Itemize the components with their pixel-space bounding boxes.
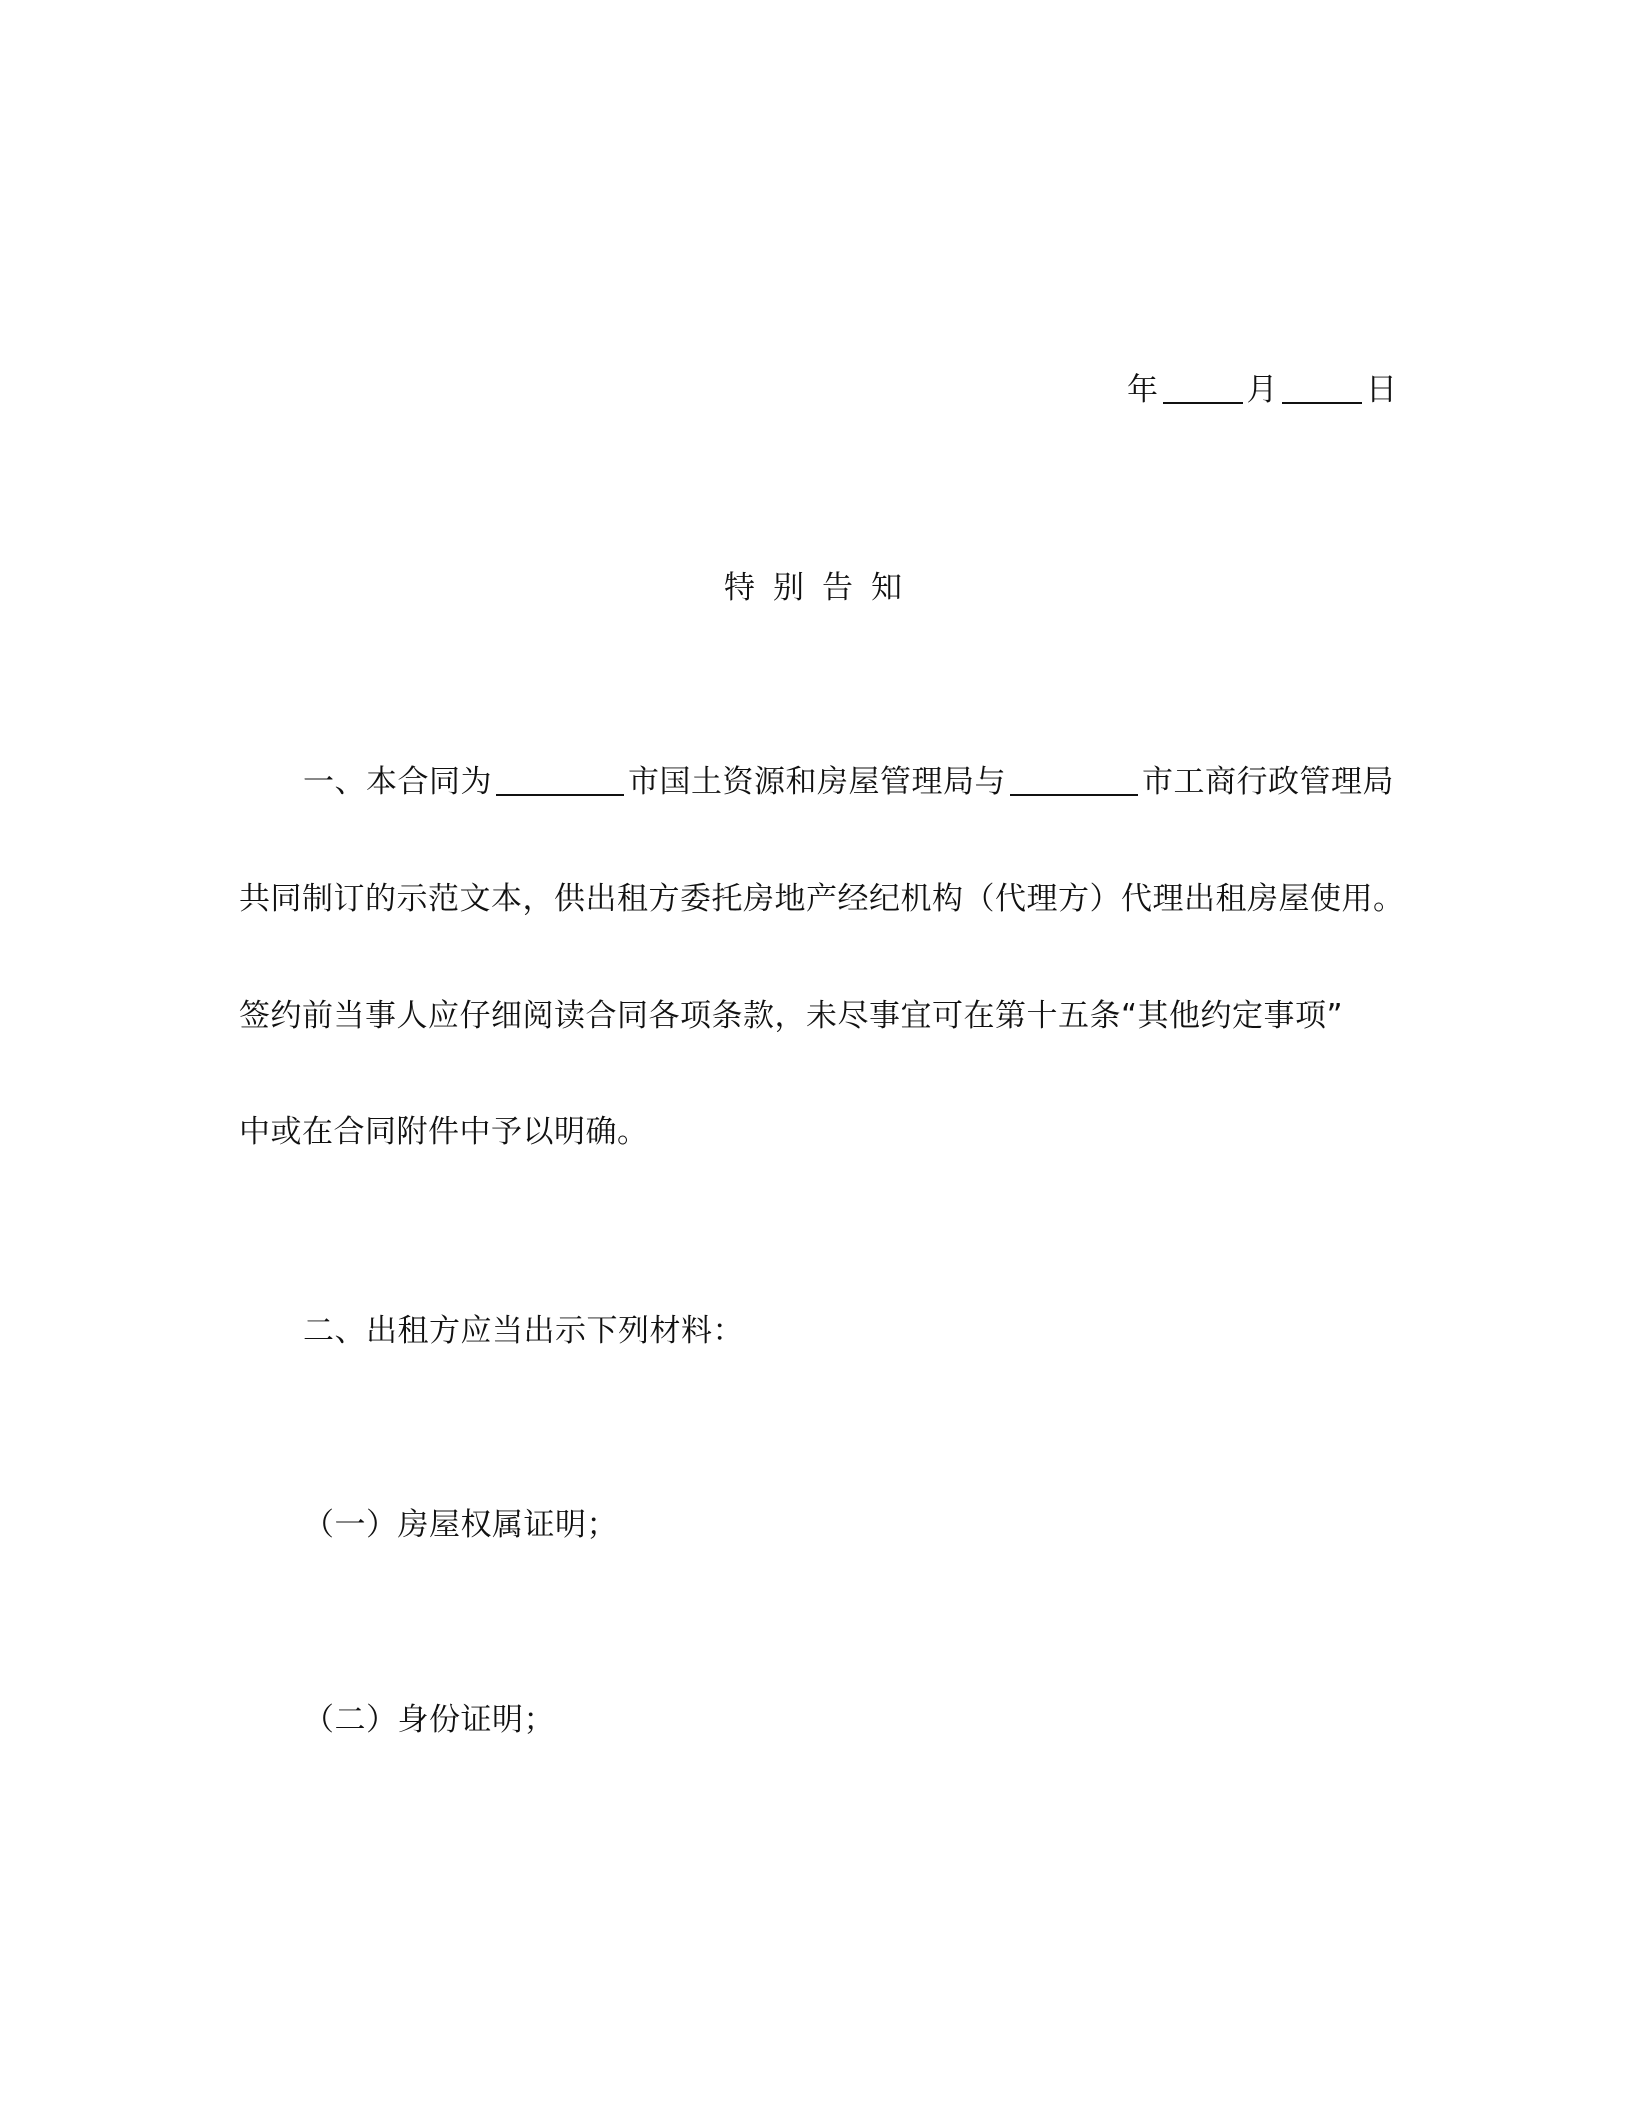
section2-heading: 二、出租方应当出示下列材料： <box>303 1313 744 1349</box>
city-blank-1 <box>496 764 624 796</box>
year-label: 年 <box>1127 372 1159 408</box>
section1-prefix: 一、本合同为 <box>303 764 492 800</box>
month-label: 月 <box>1246 372 1278 408</box>
section1-line1 <box>303 762 1394 802</box>
section1-line3: 签约前当事人应仔细阅读合同各项条款，未尽事宜可在第十五条“其他约定事项” <box>239 998 1344 1034</box>
section1-line2: 共同制订的示范文本，供出租方委托房地产经纪机构（代理方）代理出租房屋使用。 <box>239 881 1405 917</box>
city-blank-2 <box>1010 764 1138 796</box>
day-label: 日 <box>1366 372 1398 408</box>
section1-line4: 中或在合同附件中予以明确。 <box>239 1114 649 1150</box>
list-item: （一）房屋权属证明； <box>303 1507 618 1543</box>
page-title: 特别告知 <box>724 570 920 606</box>
month-blank <box>1163 372 1243 404</box>
section1-suffix: 市工商行政管理局 <box>1142 764 1394 800</box>
date-line <box>1127 370 1398 410</box>
section1-mid: 市国土资源和房屋管理局与 <box>628 764 1006 800</box>
day-blank <box>1282 372 1362 404</box>
list-item: （二）身份证明； <box>303 1702 555 1738</box>
